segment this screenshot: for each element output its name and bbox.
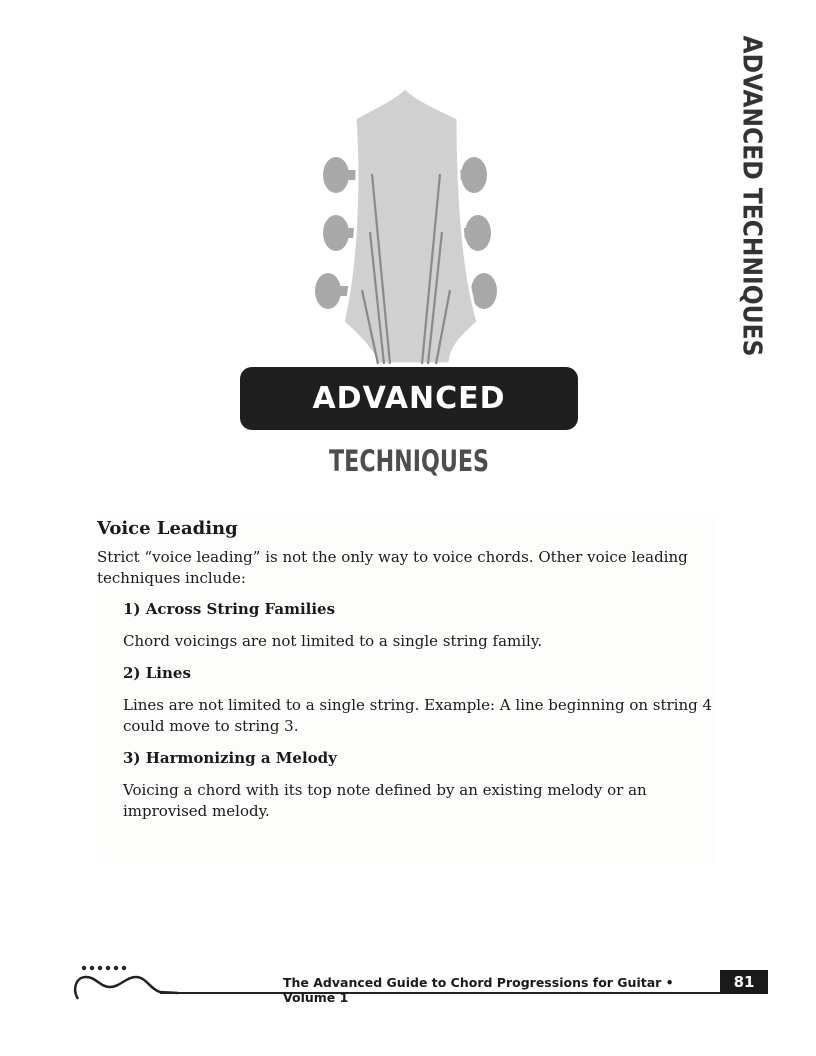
content-section [97,518,717,863]
technique-body: Lines are not limited to a single string. Example: A line beginning on string 4 could move to string 3. [123,696,713,735]
technique-body: Voicing a chord with its top note defined by an existing melody or an improvised melody. [123,781,647,820]
technique-heading: 3) Harmonizing a Melody [123,749,337,767]
technique-item [123,663,717,737]
technique-heading: 2) Lines [123,664,191,682]
guitar-body-outline-icon [70,963,180,1003]
footer-book-title: The Advanced Guide to Chord Progressions for Guitar • Volume 1 [283,975,674,1005]
side-tab [734,35,768,357]
title-banner [240,367,578,430]
page-number: 81 [720,970,768,994]
technique-body: Chord voicings are not limited to a single string family. [123,632,543,650]
guitar-headstock-icon [300,82,510,372]
section-title: Voice Leading [97,518,238,539]
technique-heading: 1) Across String Families [123,600,336,618]
technique-item [123,748,717,822]
chapter-subtitle: TECHNIQUES [329,444,489,478]
intro-paragraph: Strict “voice leading” is not the only way to voice chords. Other voice leading techniques include: [97,548,688,587]
side-tab-label: ADVANCED TECHNIQUES [736,35,767,357]
chapter-title: ADVANCED [312,381,506,416]
technique-item [123,599,717,652]
